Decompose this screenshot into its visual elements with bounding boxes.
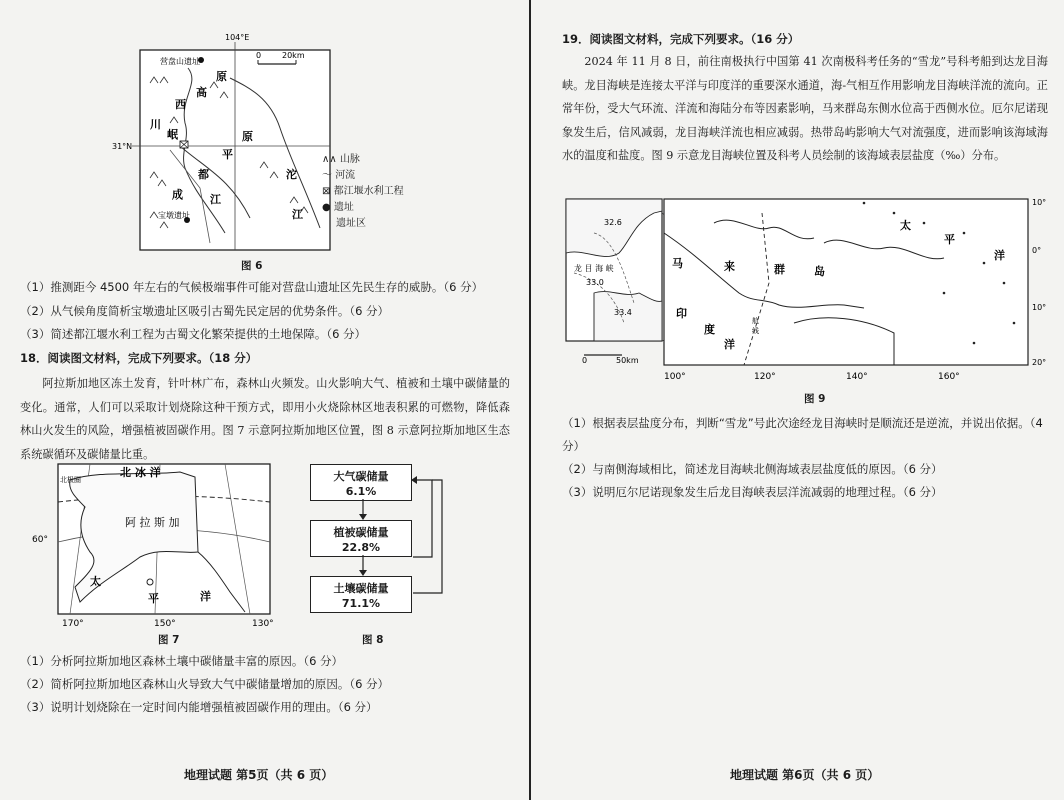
place-chuan: 川 xyxy=(150,118,161,131)
footer-page-5: 地理试题 第5页（共 6 页） xyxy=(184,768,334,782)
place-yuan-west: 原 xyxy=(216,70,227,83)
island-kodiak xyxy=(147,579,153,585)
footer-page-6: 地理试题 第6页（共 6 页） xyxy=(730,768,880,782)
place-du: 都 xyxy=(198,168,209,181)
label-pacific-2: 平 xyxy=(148,592,159,605)
q18-item-2: （2）简析阿拉斯加地区森林山火导致大气中碳储量增加的原因。（6 分） xyxy=(20,677,390,691)
label-pacific-1: 太 xyxy=(900,219,911,232)
figure-8-caption: 图 8 xyxy=(362,634,384,646)
lon-label-160: 160° xyxy=(938,372,960,382)
place-xi: 西 xyxy=(175,98,186,111)
label-pacific-3: 洋 xyxy=(994,249,1005,262)
lon-label: 104°E xyxy=(225,33,250,42)
lon-label-100: 100° xyxy=(664,372,686,382)
figure-8-arrows xyxy=(300,462,460,632)
figure-6-legend xyxy=(322,152,404,232)
arrow-veg-atm xyxy=(413,480,432,557)
inset-label-33-4: 33.4 xyxy=(614,308,632,317)
box-vegetation: 植被碳储量 22.8% xyxy=(310,520,412,557)
q19-paragraph: 2024 年 11 月 8 日，前往南极执行中国第 41 次南极科考任务的“雪龙”号科考船到达龙目海峡。龙目海峡是连接太平洋与印度洋的重要深水通道，海-气相互作用影响龙目海峡洋流的流向。正常年份，受大气环流、洋流和海陆分布等因素影响，马来群岛东侧水位高于西侧水位。厄尔尼诺现象发生后，信风减弱，龙目海峡洋流也相应减弱。热带岛屿影响大气对流强度，进而影响该海域海水的温度和盐度。图 9 示意龙目海峡位置及科考人员绘制的该海域表层盐度（‰）分布。 xyxy=(562,55,1048,162)
label-pacific-1: 太 xyxy=(90,575,101,588)
label-malay-4: 岛 xyxy=(814,265,825,278)
figure-9-caption: 图 9 xyxy=(804,393,826,405)
label-alaska: 阿 拉 斯 加 xyxy=(125,516,180,529)
main-frame xyxy=(664,199,1028,365)
river-icon: ～ xyxy=(322,170,332,181)
label-lat-60: 60° xyxy=(32,535,48,545)
legend-mountain: ∧∧ 山脉 xyxy=(322,154,360,165)
inset-scale-km: 50km xyxy=(616,356,639,365)
label-malay-2: 来 xyxy=(724,260,735,273)
scale-km: 20km xyxy=(282,51,305,60)
label-lon-170: 170° xyxy=(62,619,84,629)
arrow-soil-atm xyxy=(413,480,442,593)
box-soil: 土壤碳储量 71.1% xyxy=(310,576,412,613)
lat-label-0: 0° xyxy=(1032,246,1042,255)
place-jiang-tuo: 江 xyxy=(292,208,303,221)
lat-label-10n: 10° xyxy=(1032,198,1047,207)
figure-7-caption: 图 7 xyxy=(158,634,180,646)
label-indian-3: 洋 xyxy=(724,338,735,351)
q18-title: 18．阅读图文材料，完成下列要求。（18 分） xyxy=(20,351,258,365)
site-dot-icon: ● xyxy=(322,202,331,213)
label-indian-1: 印 xyxy=(676,307,687,320)
label-route-1: 航 xyxy=(752,317,759,325)
scale-zero: 0 xyxy=(256,51,262,60)
project-icon: ⊠ xyxy=(322,186,331,197)
label-lon-130: 130° xyxy=(252,619,274,629)
q18-item-3: （3）说明计划烧除在一定时间内能增强植被固碳作用的理由。（6 分） xyxy=(20,700,378,714)
mountain-icon: ∧∧ xyxy=(322,154,337,165)
figure-7-map xyxy=(30,462,280,632)
figure-7-svg xyxy=(30,462,280,632)
place-tuo: 沱 xyxy=(286,168,297,181)
label-malay-1: 马 xyxy=(672,257,683,270)
box-atmosphere: 大气碳储量 6.1% xyxy=(310,464,412,501)
label-pacific-3: 洋 xyxy=(200,590,211,603)
place-cheng: 成 xyxy=(172,188,183,201)
q18-paragraph: 阿拉斯加地区冻土发育，针叶林广布，森林山火频发。山火影响大气、植被和土壤中碳储量的变化。通常，人们可以采取计划烧除这种干预方式，即用小火烧除林区地表积累的可燃物，降低森林山火发生的风险，增强植被固碳作用。图 7 示意阿拉斯加地区位置，图 8 示意阿拉斯加地区生态系统碳循环及碳储量比重。 xyxy=(20,377,510,461)
legend-project: ⊠ 都江堰水利工程 xyxy=(322,186,404,197)
label-malay-3: 群 xyxy=(774,263,785,276)
legend-river: ～ 河流 xyxy=(322,170,356,181)
q19-item-1: （1）根据表层盐度分布，判断“雪龙”号此次途经龙目海峡时是顺流还是逆流，并说出依据。（4 分） xyxy=(562,416,1043,453)
site-baodun-label: 宝墩遗址 xyxy=(158,211,190,220)
inset-label-strait: 龙 目 海 峡 xyxy=(574,264,614,273)
q19-item-2: （2）与南侧海域相比，简述龙目海峡北侧海域表层盐度低的原因。（6 分） xyxy=(562,462,943,476)
place-gao: 高 xyxy=(196,86,207,99)
figure-8-diagram xyxy=(300,462,460,632)
q18-item-1: （1）分析阿拉斯加地区森林土壤中碳储量丰富的原因。（6 分） xyxy=(20,654,344,668)
legend-site: ● 遗址 xyxy=(322,202,354,213)
inset-scale-zero: 0 xyxy=(582,356,588,365)
figure-6-caption: 图 6 xyxy=(241,260,263,272)
inset-label-32-6: 32.6 xyxy=(604,218,622,227)
lon-label-120: 120° xyxy=(754,372,776,382)
figure-9-svg xyxy=(564,193,1064,388)
figure-9-map xyxy=(564,193,1064,388)
page-5 xyxy=(0,0,530,800)
q19-title: 19．阅读图文材料，完成下列要求。（16 分） xyxy=(562,32,800,46)
place-min: 岷 xyxy=(167,128,178,141)
inset-label-33-0: 33.0 xyxy=(586,278,604,287)
label-arctic-ocean: 北 冰 洋 xyxy=(120,466,161,479)
q17-item-1: （1）推测距今 4500 年左右的气候极端事件可能对营盘山遗址区先民生存的威胁。（6 分） xyxy=(20,280,484,294)
q17-item-2: （2）从气候角度简析宝墩遗址区吸引古蜀先民定居的优势条件。（6 分） xyxy=(20,304,390,318)
label-lon-150: 150° xyxy=(154,619,176,629)
lat-label: 31°N xyxy=(112,142,133,151)
legend-area: 遗址区 xyxy=(336,218,366,229)
label-strait: 北极圈 xyxy=(60,476,81,484)
place-yuan-east: 原 xyxy=(242,130,253,143)
label-indian-2: 度 xyxy=(704,323,715,336)
site-yingpanshan-label: 营盘山遗址 xyxy=(160,57,200,66)
q19-item-3: （3）说明厄尔尼诺现象发生后龙目海峡表层洋流减弱的地理过程。（6 分） xyxy=(562,485,943,499)
label-pacific-2: 平 xyxy=(944,233,955,246)
label-route-2: 线 xyxy=(752,327,759,335)
place-ping: 平 xyxy=(222,148,233,161)
place-jiang-min: 江 xyxy=(210,193,221,206)
q17-item-3: （3）简述都江堰水利工程为古蜀文化繁荣提供的土地保障。（6 分） xyxy=(20,327,367,341)
page-6 xyxy=(534,0,1064,800)
lat-label-10s: 10° xyxy=(1032,303,1047,312)
lat-label-20s: 20° xyxy=(1032,358,1047,367)
lon-label-140: 140° xyxy=(846,372,868,382)
